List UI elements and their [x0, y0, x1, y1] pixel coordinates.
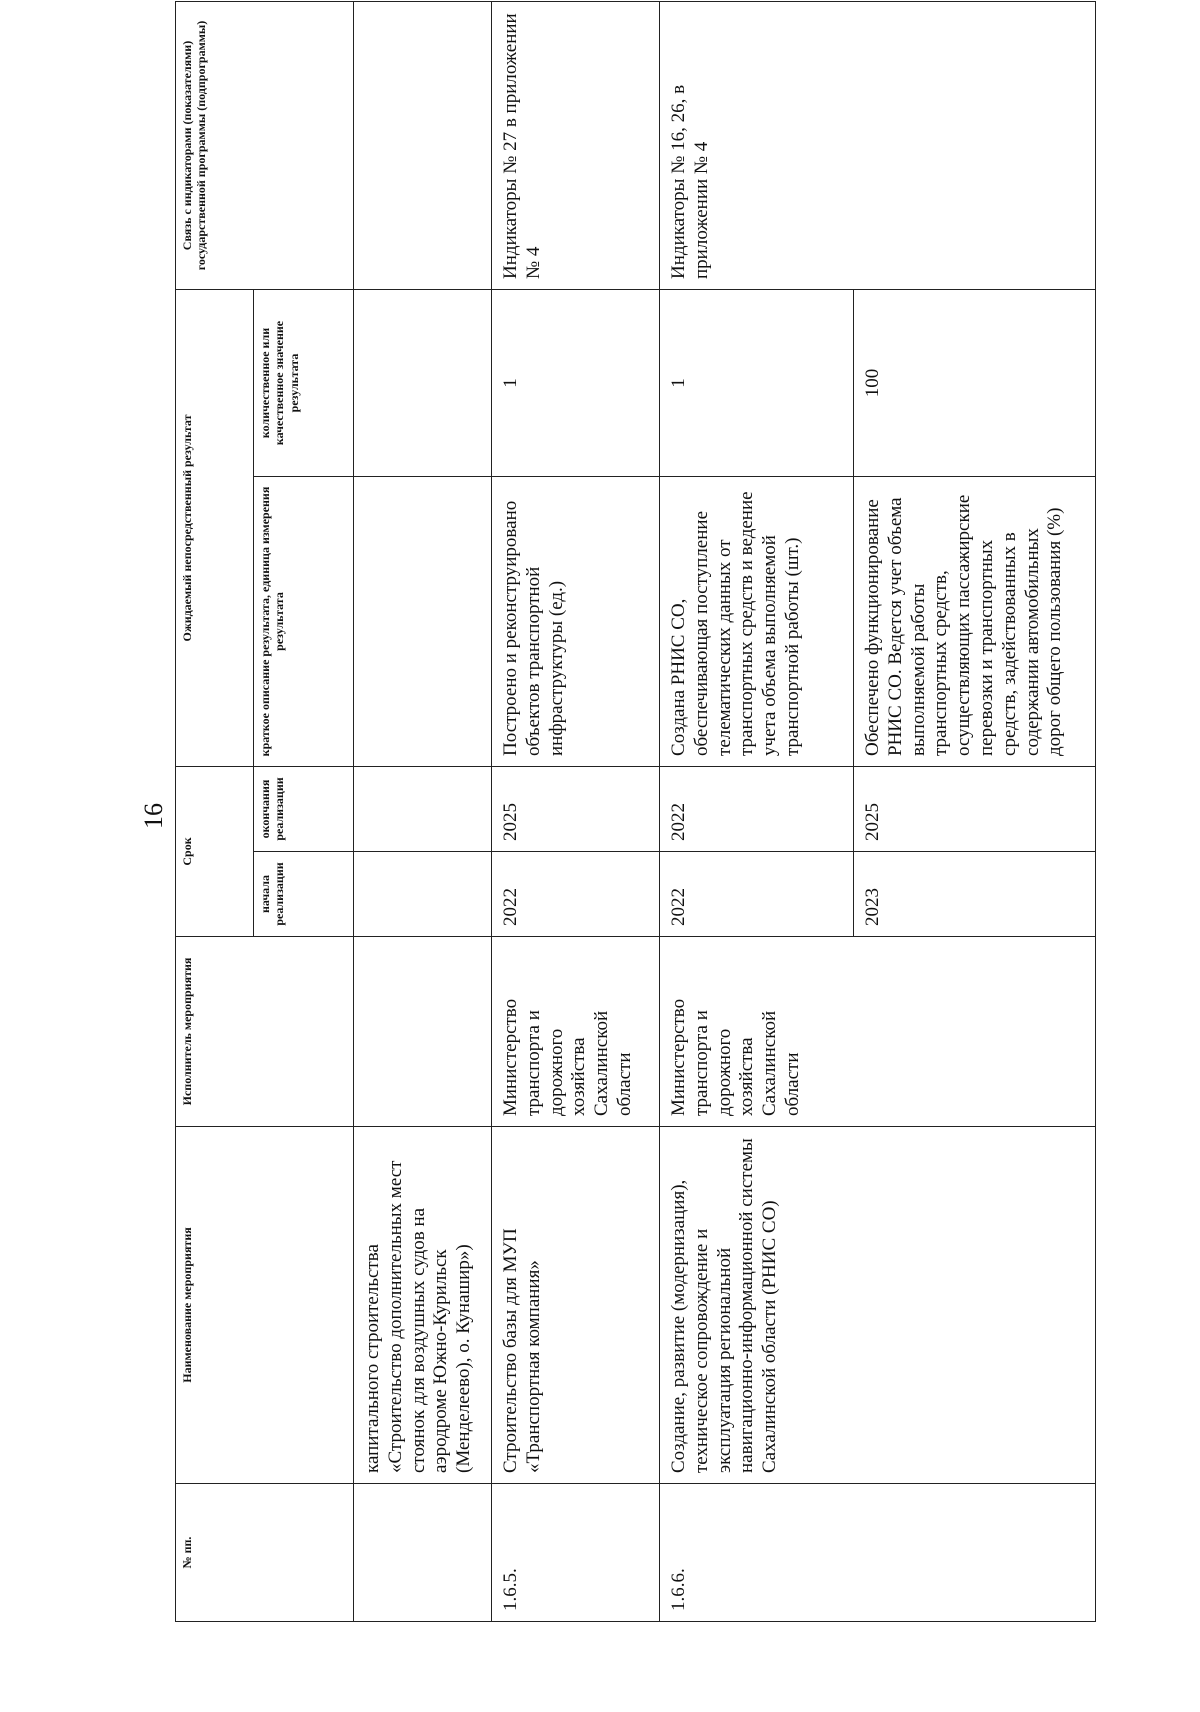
- cell-num: 1.6.5.: [492, 1484, 660, 1622]
- header-num: № пп.: [176, 1484, 354, 1622]
- header-name: Наименование мероприятия: [176, 1127, 354, 1484]
- cell-value: 1: [492, 289, 660, 476]
- cell-end: 2022: [660, 766, 854, 851]
- header-term: Срок: [176, 766, 254, 936]
- header-expected: Ожидаемый непосредственный результат: [176, 289, 254, 766]
- cell-num: [354, 1484, 492, 1622]
- cell-indicators: Индикаторы № 27 в приложении № 4: [492, 1, 660, 289]
- header-executor: Исполнитель мероприятия: [176, 937, 354, 1127]
- cell-value: [354, 289, 492, 476]
- cell-indicators: Индикаторы № 16, 26, в приложении № 4: [660, 1, 1096, 289]
- header-row-1: [176, 1, 254, 1621]
- cell-value: 1: [660, 289, 854, 476]
- header-term-end: окончания реализации: [254, 766, 354, 851]
- cell-num: 1.6.6.: [660, 1484, 1096, 1622]
- cell-name: капитального строительства «Строительство дополнительных мест стоянок для воздушных судов на аэродроме Южно-Курильск (Менделеево), о. Кунашир»): [354, 1127, 492, 1484]
- cell-end: 2025: [854, 766, 1096, 851]
- cell-indicators: [354, 1, 492, 289]
- cell-start: 2023: [854, 852, 1096, 937]
- cell-executor: Министерство транспорта и дорожного хозяйства Сахалинской области: [660, 937, 1096, 1127]
- cell-end: [354, 766, 492, 851]
- header-expected-desc: краткое описание результата, единица измерения результата: [254, 476, 354, 766]
- cell-desc: Обеспечено функционирование РНИС СО. Ведется учет объема выполняемой работы транспортных средств, осуществляющих пассажирские перевозки и транспортных средств, задействованных в содержании автомобильных дорог общего пользования (%): [854, 476, 1096, 766]
- table-row: [660, 1, 854, 1621]
- cell-desc: Создана РНИС СО, обеспечивающая поступление телематических данных от транспортных средств и ведение учета объема выполняемой транспортной работы (шт.): [660, 476, 854, 766]
- cell-end: 2025: [492, 766, 660, 851]
- cell-name: Создание, развитие (модернизация), техническое сопровождение и эксплуатация региональной навигационно-информационной системы Сахалинской области (РНИС СО): [660, 1127, 1096, 1484]
- cell-executor: [354, 937, 492, 1127]
- cell-executor: Министерство транспорта и дорожного хозяйства Сахалинской области: [492, 937, 660, 1127]
- header-expected-value: количественное или качественное значение результата: [254, 289, 354, 476]
- table-row: [354, 1, 492, 1621]
- measures-table: [175, 1, 1096, 1622]
- rotated-page: [175, 2, 1095, 1622]
- header-indicators: Связь с индикаторами (показателями) государственной программы (подпрограммы): [176, 1, 354, 289]
- cell-desc: [354, 476, 492, 766]
- page-number: 16: [139, 803, 168, 829]
- cell-start: 2022: [660, 852, 854, 937]
- cell-value: 100: [854, 289, 1096, 476]
- header-term-start: начала реализации: [254, 852, 354, 937]
- cell-desc: Построено и реконструировано объектов транспортной инфраструктуры (ед.): [492, 476, 660, 766]
- cell-start: 2022: [492, 852, 660, 937]
- cell-name: Строительство базы для МУП «Транспортная компания»: [492, 1127, 660, 1484]
- table-row: [492, 1, 660, 1621]
- cell-start: [354, 852, 492, 937]
